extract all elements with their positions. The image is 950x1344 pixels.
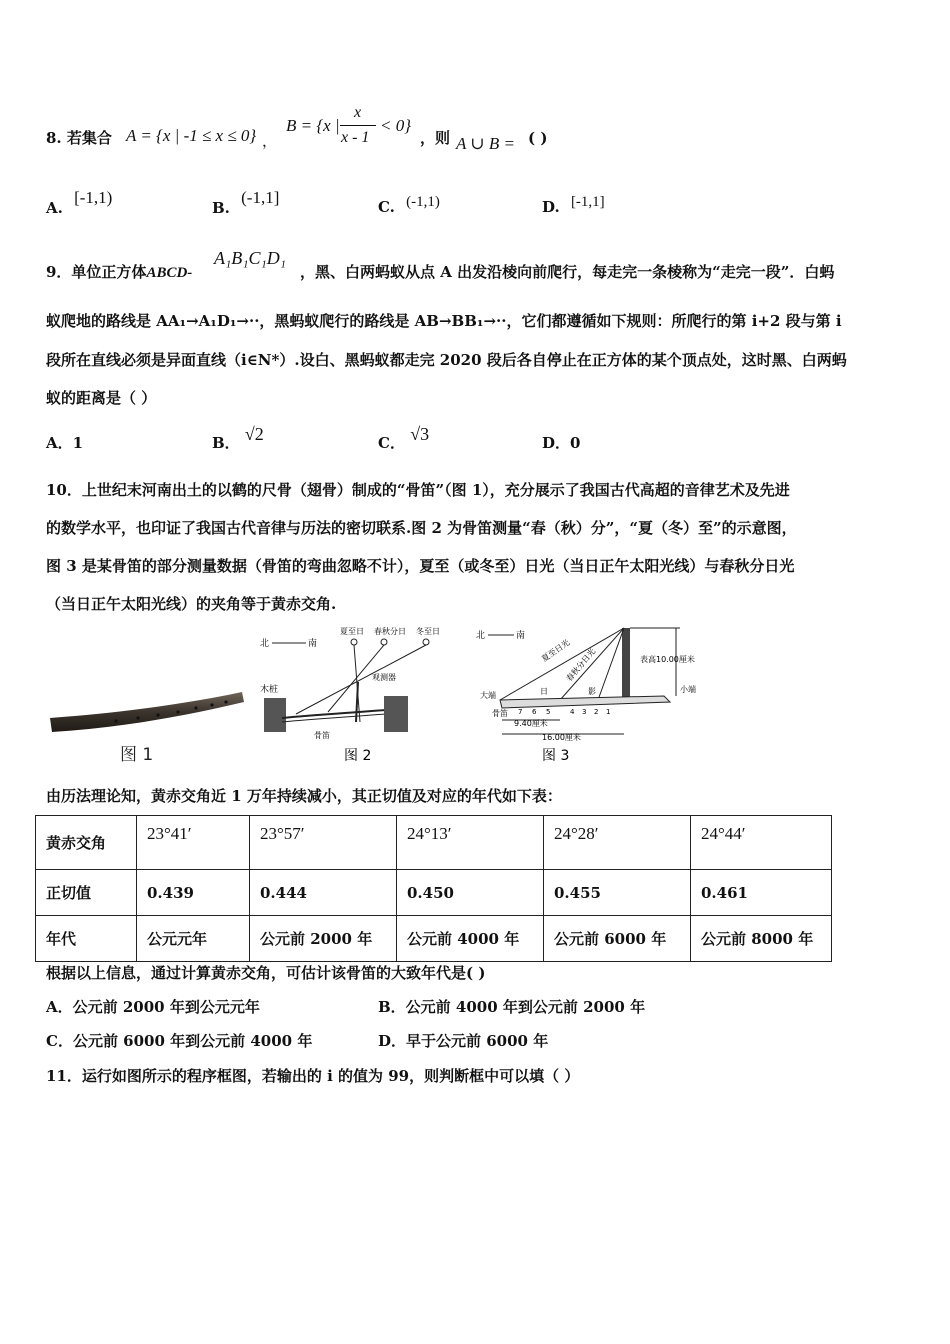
q10-question: 根据以上信息，通过计算黄赤交角，可估计该骨笛的大致年代是( ) [46,964,486,982]
fig2-winter: 冬至日 [416,627,440,636]
fig3-tick: 6 [532,708,537,716]
fig3-equinox-light: 春秋分日光 [564,646,598,684]
fig3-tick: 2 [594,708,599,716]
fig2-block [384,696,408,732]
fig2-sun-summer [351,639,357,645]
q9-line4: 蚁的距离是（ ） [46,389,157,407]
fig3-tick: 7 [518,708,523,716]
q10-option-c[interactable]: C．公元前 6000 年到公元前 4000 年 [46,1032,313,1050]
fig3-ray [598,628,624,700]
q9-line3: 段所在直线必须是异面直线（i∈N*）.设白、黑蚂蚁都走完 2020 段后各自停止在正方体的某个顶点处，这时黑、白两蚂 [46,351,847,369]
flute-hole [210,703,213,706]
q8-stem [46,128,112,148]
fig2-sun-equinox [381,639,387,645]
table-cell: 公元前 4000 年 [397,916,544,962]
q8-stem-start: 若集合 [66,129,112,147]
fig3-len1: 9.40厘米 [514,719,548,728]
flute-hole [176,710,179,713]
q8-option-a-label: A. [46,199,63,217]
flute-hole [136,716,139,719]
q8-option-d-value: [-1,1] [570,194,605,210]
fig2-south: 南 [308,639,318,649]
q8-comma: ， [262,132,278,150]
table-cell: 公元元年 [137,916,250,962]
q10-after-figs: 由历法理论知，黄赤交角近 1 万年持续减小，其正切值及对应的年代如下表： [46,787,562,805]
q8-option-a[interactable] [46,188,113,218]
q8-number: 8. [46,129,62,147]
figure-2-measurement [256,622,452,768]
fig3-small-end: 小端 [680,685,696,694]
q10-option-b[interactable]: B．公元前 4000 年到公元前 2000 年 [378,998,646,1016]
table-cell: 24°28′ [544,816,691,870]
table-cell: 公元前 6000 年 [544,916,691,962]
fig3-south: 南 [516,631,526,641]
q9-option-a-label: A．1 [46,434,84,452]
fig3-north: 北 [476,631,486,641]
fig2-instrument: 观测器 [372,673,396,682]
figure-3-caption: 图 3 [542,748,570,764]
fig3-shadow: 影 [588,687,596,696]
q9-line1-b: ，黑、白两蚂蚁从点 A 出发沿棱向前爬行，每走完一条棱称为“走完一段”．白蚂 [300,263,835,281]
table-cell: 0.461 [691,870,832,916]
q8-option-c[interactable] [378,194,440,217]
table-cell: 0.450 [397,870,544,916]
flute-hole [156,713,159,716]
table-cell: 24°44′ [691,816,832,870]
table-cell: 0.439 [137,870,250,916]
q8-option-a-value: [-1,1) [74,188,113,207]
fig3-summer-light: 夏至日光 [539,637,572,664]
table-cell: 0.455 [544,870,691,916]
q10-option-d[interactable]: D．早于公元前 6000 年 [378,1032,549,1050]
table-row-header: 正切值 [36,870,137,916]
q8-option-d-label: D. [542,198,560,216]
fig2-post [264,698,286,732]
q9-line2: 蚁爬地的路线是 AA₁→A₁D₁→··，黑蚂蚁爬行的路线是 AB→BB₁→··，它们都遵循如下规则：所爬行的第 i+2 段与第 i [46,312,842,330]
table-row [36,870,832,916]
figure-1-caption: 图 1 [120,745,154,764]
q8-set-a: A = {x | -1 ≤ x ≤ 0} [126,126,257,145]
fig3-tick: 3 [582,708,587,716]
q8-option-d[interactable] [542,194,605,217]
figure-2-caption: 图 2 [344,748,372,764]
fig2-flute-label: 骨笛 [314,731,330,740]
fig3-tick: 4 [570,708,575,716]
q9-option-b-label: B． [212,434,240,452]
figure-1-bone-flute [46,684,246,764]
flute-hole [114,719,117,722]
q9-line1 [46,262,192,283]
fig2-north: 北 [260,639,270,649]
q8-option-b-label: B. [212,199,230,217]
flute-hole [224,700,227,703]
q10-line3: 图 3 是某骨笛的部分测量数据（骨笛的弯曲忽略不计），夏至（或冬至）日光（当日正午太阳光线）与春秋分日光 [46,557,795,575]
fig2-sun-winter [423,639,429,645]
q9-a1b1c1d1: A₁B₁C₁D₁ [214,248,287,268]
q8-option-c-label: C. [378,198,395,216]
fig2-post-label: 木桩 [260,685,279,695]
table-row-header: 黄赤交角 [36,816,137,870]
fig3-sun: 日 [540,687,548,696]
table-cell: 23°41′ [137,816,250,870]
fig2-summer: 夏至日 [340,627,364,636]
fig3-big-end: 大端 [480,691,496,700]
flute-body [50,692,244,732]
table-cell: 公元前 2000 年 [250,916,397,962]
fig3-tick: 1 [606,708,611,716]
q8-option-b[interactable] [212,188,280,218]
q8-then: ，则 [420,129,451,147]
table-row [36,916,832,962]
obliquity-table [35,815,832,962]
q8-set-b-den: x - 1 [341,129,370,146]
fig3-len2: 16.00厘米 [542,733,581,742]
q9-line1-a: 9．单位正方体 [46,263,147,281]
q8-option-c-value: (-1,1) [406,194,440,210]
table-cell: 0.444 [250,870,397,916]
q8-set-b-left: B = {x | [286,116,340,135]
table-cell: 公元前 8000 年 [691,916,832,962]
fig2-equinox: 春秋分日 [374,627,406,636]
q9-option-c-label: C． [378,434,405,452]
q9-option-d[interactable] [542,432,580,453]
q9-option-a[interactable] [46,432,83,453]
q8-union: A ∪ B = [456,134,515,153]
fig3-flute-label: 骨笛 [492,709,508,718]
table-cell: 24°13′ [397,816,544,870]
figure-3-data [474,620,724,768]
fig3-pole [622,628,630,700]
q9-option-b-value: √2 [244,424,264,444]
q10-line4: （当日正午太阳光线）的夹角等于黄赤交角. [46,595,337,613]
q8-fraction-bar [340,125,376,126]
flute-hole [194,706,197,709]
q8-set-b-num: x [354,104,362,121]
table-row [36,816,832,870]
q10-option-a[interactable]: A．公元前 2000 年到公元元年 [46,998,260,1016]
q8-option-b-value: (-1,1] [241,188,280,207]
q9-option-c-value: √3 [410,424,430,444]
q8-paren: ( ) [528,129,548,147]
fig3-flute [500,696,670,708]
q8-set-b-right: < 0} [380,116,412,135]
table-row-header: 年代 [36,916,137,962]
q10-line2: 的数学水平，也印证了我国古代音律与历法的密切联系.图 2 为骨笛测量“春（秋）分”，“夏（冬）至”的示意图， [46,519,797,537]
q9-option-d-label: D．0 [542,434,581,452]
q11-text: 11．运行如图所示的程序框图，若输出的 i 的值为 99，则判断框中可以填（ ） [46,1067,580,1085]
fig3-pole-height: 表高10.00厘米 [640,655,695,664]
fig3-tick: 5 [546,708,551,716]
q9-abcd: ABCD- [146,265,193,281]
q10-line1: 10．上世纪末河南出土的以鹤的尺骨（翅骨）制成的“骨笛”（图 1），充分展示了我国古代高超的音律艺术及先进 [46,481,790,499]
q9-option-b[interactable] [212,424,264,453]
table-cell: 23°57′ [250,816,397,870]
q9-option-c[interactable] [378,424,430,453]
